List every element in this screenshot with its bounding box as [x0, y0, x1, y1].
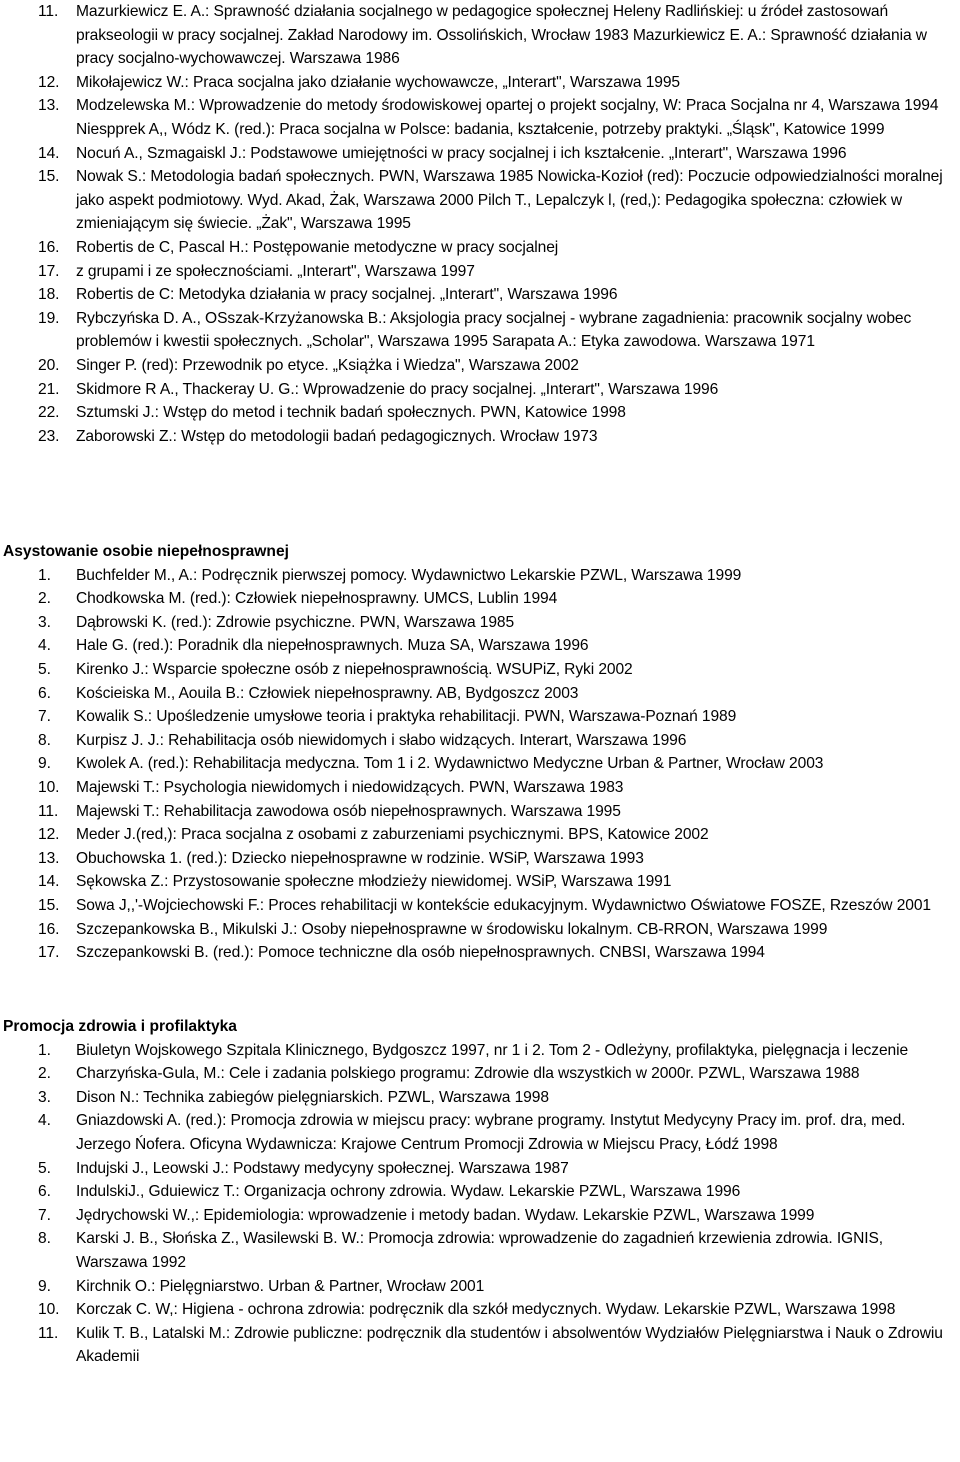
list-item — [0, 71, 960, 95]
item-number: 14. — [38, 873, 60, 891]
item-number: 16. — [38, 238, 60, 256]
list-item — [0, 1086, 960, 1110]
item-number: 8. — [38, 1230, 51, 1248]
list-item — [0, 142, 960, 166]
item-text: Kościeiska M., Aouila B.: Człowiek niepełnosprawny. AB, Bydgoszcz 2003 — [76, 684, 579, 702]
item-number: 8. — [38, 731, 51, 749]
item-text: Kirchnik O.: Pielęgniarstwo. Urban & Partner, Wrocław 2001 — [76, 1277, 485, 1295]
item-text: Chodkowska M. (red.): Człowiek niepełnosprawny. UMCS, Lublin 1994 — [76, 590, 558, 608]
list-item — [0, 1180, 960, 1204]
item-number: 15. — [38, 896, 60, 914]
list-item — [0, 378, 960, 402]
item-number: 5. — [38, 1159, 51, 1177]
list-item — [0, 847, 960, 871]
item-text: Kowalik S.: Upośledzenie umysłowe teoria i praktyka rehabilitacji. PWN, Warszawa-Poznań 1989 — [76, 708, 737, 726]
list-item — [0, 941, 960, 965]
item-number: 23. — [38, 427, 60, 445]
item-number: 20. — [38, 356, 60, 374]
list-item — [0, 1062, 960, 1086]
item-text: z grupami i ze społecznościami. „Interart", Warszawa 1997 — [76, 262, 475, 280]
item-text: Jędrychowski W.,: Epidemiologia: wprowadzenie i metody badan. Wydaw. Lekarskie PZWL, Warszawa 1999 — [76, 1206, 815, 1224]
item-text: Dison N.: Technika zabiegów pielęgniarskich. PZWL, Warszawa 1998 — [76, 1088, 549, 1106]
item-text: Buchfelder M., A.: Podręcznik pierwszej pomocy. Wydawnictwo Lekarskie PZWL, Warszawa 1999 — [76, 566, 742, 584]
list-item — [0, 94, 960, 141]
list-item — [0, 658, 960, 682]
list-item — [0, 1109, 960, 1156]
item-number: 21. — [38, 380, 60, 398]
list-item — [0, 1204, 960, 1228]
section-heading: Promocja zdrowia i profilaktyka — [3, 1018, 237, 1035]
item-number: 6. — [38, 1183, 51, 1201]
item-number: 9. — [38, 1277, 51, 1295]
list-item — [0, 1322, 960, 1369]
list-item — [0, 260, 960, 284]
bibliography-list — [0, 1039, 960, 1369]
list-item — [0, 705, 960, 729]
item-text: Majewski T.: Rehabilitacja zawodowa osób niepełnosprawnych. Warszawa 1995 — [76, 802, 621, 820]
item-text: Nocuń A., Szmagaiskl J.: Podstawowe umiejętności w pracy socjalnej i ich kształcenie. „Interart", Warszawa 1996 — [76, 144, 847, 162]
item-text: Majewski T.: Psychologia niewidomych i niedowidzących. PWN, Warszawa 1983 — [76, 778, 624, 796]
item-text: Skidmore R A., Thackeray U. G.: Wprowadzenie do pracy socjalnej. „Interart", Warszawa 1996 — [76, 380, 719, 398]
item-number: 11. — [38, 802, 59, 820]
item-number: 14. — [38, 144, 60, 162]
item-text: Gniazdowski A. (red.): Promocja zdrowia w miejscu pracy: wybrane programy. Instytut Medycyny Pracy im. prof. dra, med. Jerzego Ńofera. Oficyna Wydawnicza: Krajowe Centrum Promocji Zdrowia w Miejscu Pracy, Łódź 1998 — [76, 1112, 906, 1153]
item-text: Biuletyn Wojskowego Szpitala Klinicznego, Bydgoszcz 1997, nr 1 i 2. Tom 2 - Odleżyny, profilaktyka, pielęgnacja i leczenie — [76, 1041, 909, 1059]
item-text: Charzyńska-Gula, M.: Cele i zadania polskiego programu: Zdrowie dla wszystkich w 2000r. PZWL, Warszawa 1988 — [76, 1065, 860, 1083]
item-text: Indujski J., Leowski J.: Podstawy medycyny społecznej. Warszawa 1987 — [76, 1159, 569, 1177]
item-number: 17. — [38, 944, 60, 962]
section-social-work-list — [0, 0, 960, 448]
section-heading: Asystowanie osobie niepełnosprawnej — [3, 543, 289, 560]
item-text: Singer P. (red): Przewodnik po etyce. „Książka i Wiedza", Warszawa 2002 — [76, 356, 579, 374]
list-item — [0, 165, 960, 236]
item-text: Szczepankowski B. (red.): Pomoce techniczne dla osób niepełnosprawnych. CNBSI, Warszawa 1994 — [76, 944, 765, 962]
list-item — [0, 0, 960, 71]
item-text: Mazurkiewicz E. A.: Sprawność działania socjalnego w pedagogice społecznej Heleny Radlińskiej: u źródeł zastosowań prakseologii w pracy socjalnej. Zakład Narodowy im. Ossolińskich, Wrocław 1983 Mazurkiewicz E. A.: Sprawność działania w pracy socjalno-wychowawczej. Warszawa 1986 — [76, 3, 927, 68]
list-item — [0, 1298, 960, 1322]
item-number: 18. — [38, 286, 60, 304]
item-number: 4. — [38, 1112, 51, 1130]
item-number: 17. — [38, 262, 60, 280]
list-item — [0, 682, 960, 706]
item-number: 10. — [38, 778, 60, 796]
list-item — [0, 564, 960, 588]
item-text: Dąbrowski K. (red.): Zdrowie psychiczne. PWN, Warszawa 1985 — [76, 613, 515, 631]
bibliography-list — [0, 0, 960, 448]
list-item — [0, 1039, 960, 1063]
list-item — [0, 800, 960, 824]
list-item — [0, 752, 960, 776]
list-item — [0, 823, 960, 847]
list-item — [0, 1227, 960, 1274]
item-text: Hale G. (red.): Poradnik dla niepełnosprawnych. Muza SA, Warszawa 1996 — [76, 637, 589, 655]
item-text: Kwolek A. (red.): Rehabilitacja medyczna. Tom 1 i 2. Wydawnictwo Medyczne Urban & Partner, Wrocław 2003 — [76, 755, 824, 773]
item-text: Rybczyńska D. A., OSszak-Krzyżanowska B.: Aksjologia pracy socjalnej - wybrane zagadnienia: pracownik socjalny wobec problemów i kwestii społecznych. „Scholar", Warszawa 1995 Sarapata A.: Etyka zawodowa. Warszawa 1971 — [76, 309, 912, 351]
item-text: Sowa J,,'-Wojciechowski F.: Proces rehabilitacji w kontekście edukacyjnym. Wydawnictwo Oświatowe FOSZE, Rzeszów 2001 — [76, 896, 931, 914]
list-item — [0, 236, 960, 260]
list-item — [0, 870, 960, 894]
list-item — [0, 611, 960, 635]
list-item — [0, 283, 960, 307]
list-item — [0, 1275, 960, 1299]
list-item — [0, 307, 960, 354]
list-item — [0, 354, 960, 378]
item-number: 11. — [38, 3, 59, 20]
item-text: Nowak S.: Metodologia badań społecznych. PWN, Warszawa 1985 Nowicka-Kozioł (red): Poczucie odpowiedzialności moralnej jako aspekt podmiotowy. Wyd. Akad, Żak, Warszawa 2000 Pilch T., Lepalczyk l, (red,): Pedagogika społeczna: człowiek w zmieniającym się świecie. „Żak", Warszawa 1995 — [76, 168, 943, 233]
section-health-promotion — [0, 1015, 960, 1369]
item-text: Modzelewska M.: Wprowadzenie do metody środowiskowej opartej o projekt socjalny, W: Praca Socjalna nr 4, Warszawa 1994 Niespprek A,, Wódz K. (red.): Praca socjalna w Polsce: badania, kształcenie, potrzeby praktyki. „Śląsk", Katowice 1999 — [76, 97, 939, 138]
list-item — [0, 918, 960, 942]
item-number: 16. — [38, 920, 60, 938]
section-disability-assistance — [0, 540, 960, 965]
item-number: 5. — [38, 660, 51, 678]
item-text: Kirenko J.: Wsparcie społeczne osób z niepełnosprawnością. WSUPiZ, Ryki 2002 — [76, 660, 633, 678]
item-number: 13. — [38, 97, 60, 115]
item-number: 10. — [38, 1301, 60, 1319]
item-number: 3. — [38, 613, 51, 631]
item-number: 19. — [38, 309, 60, 327]
list-item — [0, 1157, 960, 1181]
item-number: 2. — [38, 1065, 51, 1083]
item-number: 6. — [38, 684, 51, 702]
item-text: Robertis de C: Metodyka działania w pracy socjalnej. „Interart", Warszawa 1996 — [76, 286, 618, 304]
item-text: Sękowska Z.: Przystosowanie społeczne młodzieży niewidomej. WSiP, Warszawa 1991 — [76, 873, 672, 891]
item-text: Zaborowski Z.: Wstęp do metodologii badań pedagogicznych. Wrocław 1973 — [76, 427, 598, 445]
item-text: Korczak C. W,: Higiena - ochrona zdrowia: podręcznik dla szkół medycznych. Wydaw. Lekarskie PZWL, Warszawa 1998 — [76, 1301, 896, 1319]
item-number: 7. — [38, 1206, 51, 1224]
list-item — [0, 776, 960, 800]
list-item — [0, 894, 960, 918]
item-text: Robertis de C, Pascal H.: Postępowanie metodyczne w pracy socjalnej — [76, 238, 559, 256]
item-text: Kurpisz J. J.: Rehabilitacja osób niewidomych i słabo widzących. Interart, Warszawa 1996 — [76, 731, 687, 749]
item-text: Obuchowska 1. (red.): Dziecko niepełnosprawne w rodzinie. WSiP, Warszawa 1993 — [76, 849, 644, 867]
list-item — [0, 587, 960, 611]
list-item — [0, 401, 960, 425]
item-number: 9. — [38, 755, 51, 773]
item-number: 22. — [38, 404, 60, 422]
item-number: 11. — [38, 1324, 59, 1342]
item-number: 13. — [38, 849, 60, 867]
list-item — [0, 425, 960, 449]
item-text: IndulskiJ., Gduiewicz T.: Organizacja ochrony zdrowia. Wydaw. Lekarskie PZWL, Warszawa 1996 — [76, 1183, 741, 1201]
item-number: 7. — [38, 708, 51, 726]
item-text: Meder J.(red,): Praca socjalna z osobami z zaburzeniami psychicznymi. BPS, Katowice 2002 — [76, 826, 709, 844]
item-number: 3. — [38, 1088, 51, 1106]
item-number: 12. — [38, 73, 60, 91]
item-number: 1. — [38, 566, 51, 584]
item-text: Sztumski J.: Wstęp do metod i technik badań społecznych. PWN, Katowice 1998 — [76, 404, 626, 422]
item-text: Kulik T. B., Latalski M.: Zdrowie publiczne: podręcznik dla studentów i absolwentów Wydziałów Pielęgniarstwa i Nauk o Zdrowiu Akademii — [76, 1324, 943, 1366]
item-text: Mikołajewicz W.: Praca socjalna jako działanie wychowawcze, „Interart", Warszawa 1995 — [76, 73, 680, 91]
item-number: 12. — [38, 826, 60, 844]
list-item — [0, 634, 960, 658]
item-number: 2. — [38, 590, 51, 608]
bibliography-list — [0, 564, 960, 965]
item-number: 15. — [38, 168, 60, 186]
item-text: Szczepankowska B., Mikulski J.: Osoby niepełnosprawne w środowisku lokalnym. CB-RRON, Warszawa 1999 — [76, 920, 828, 938]
item-number: 4. — [38, 637, 51, 655]
list-item — [0, 729, 960, 753]
item-number: 1. — [38, 1041, 51, 1059]
item-text: Karski J. B., Słońska Z., Wasilewski B. W.: Promocja zdrowia: wprowadzenie do zagadnień krzewienia zdrowia. IGNIS, Warszawa 1992 — [76, 1230, 884, 1271]
